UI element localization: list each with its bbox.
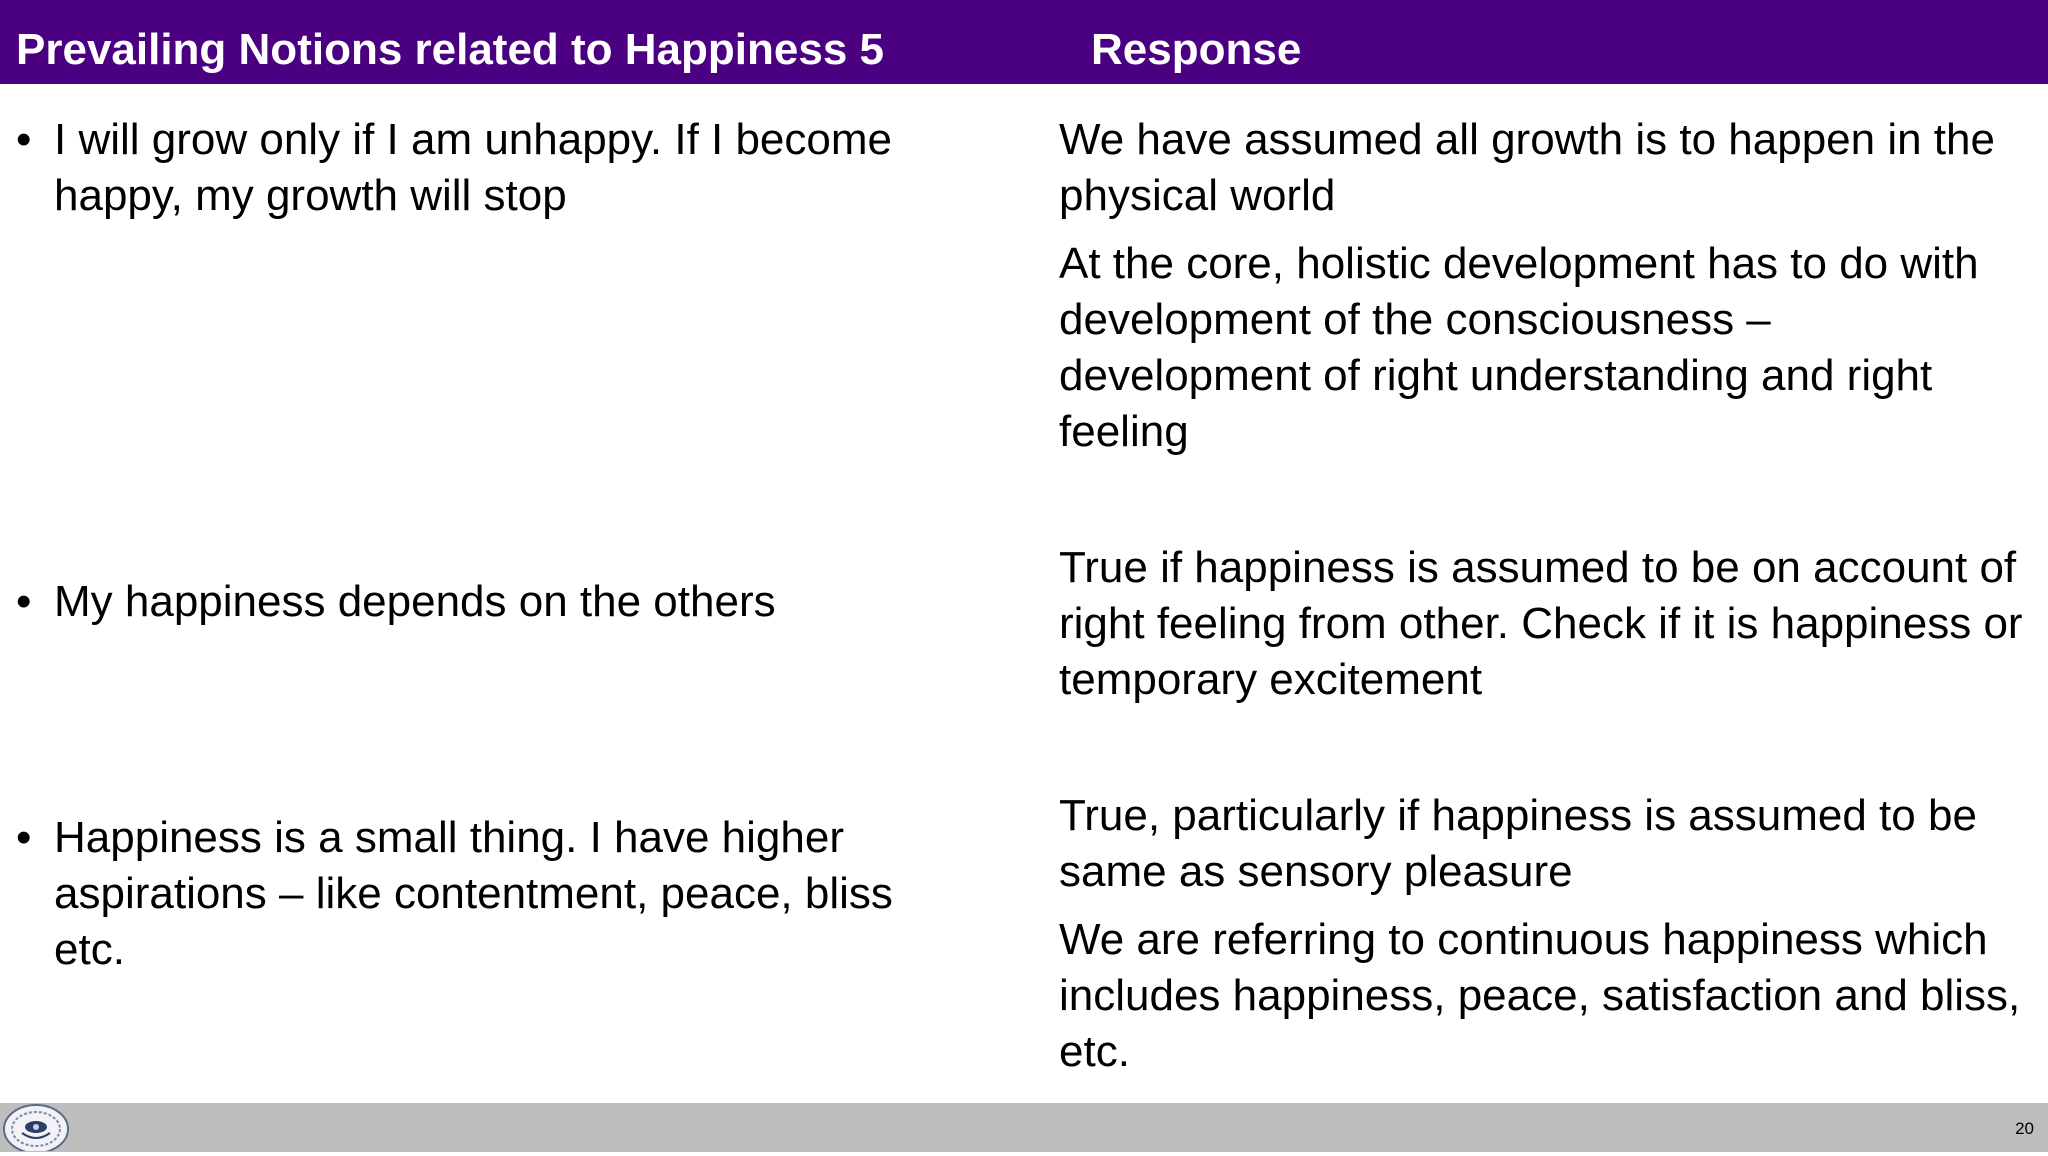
response-paragraph: True if happiness is assumed to be on account of right feeling from other. Check if it is happiness or temporary excitement xyxy=(1059,543,2023,704)
response-item-others xyxy=(1059,540,2034,708)
response-paragraph: True, particularly if happiness is assumed to be same as sensory pleasure xyxy=(1059,791,1977,896)
notion-text: Happiness is a small thing. I have higher aspirations – like contentment, peace, bliss etc. xyxy=(54,813,893,974)
bullet-icon: • xyxy=(16,577,32,626)
response-column-heading: Response xyxy=(1091,25,1302,74)
response-item-growth xyxy=(1059,112,2034,460)
footer-bar xyxy=(0,1103,2048,1152)
notion-item-small-thing xyxy=(16,810,976,978)
notion-item-growth xyxy=(16,112,976,224)
response-paragraph: At the core, holistic development has to do with development of the consciousness – development of right understanding and right feeling xyxy=(1059,239,1979,456)
notions-column-heading: Prevailing Notions related to Happiness 5 xyxy=(16,25,884,74)
page-number: 20 xyxy=(2015,1119,2034,1138)
institution-seal-icon xyxy=(2,1103,70,1151)
response-paragraph: We are referring to continuous happiness which includes happiness, peace, satisfaction and bliss, etc. xyxy=(1059,915,2021,1076)
bullet-icon: • xyxy=(16,115,32,164)
response-item-small-thing xyxy=(1059,788,2034,1080)
notion-text: I will grow only if I am unhappy. If I become happy, my growth will stop xyxy=(54,115,892,220)
notion-text: My happiness depends on the others xyxy=(54,577,776,626)
bullet-icon: • xyxy=(16,813,32,862)
notion-item-others xyxy=(16,574,976,630)
response-paragraph: We have assumed all growth is to happen in the physical world xyxy=(1059,115,1995,220)
